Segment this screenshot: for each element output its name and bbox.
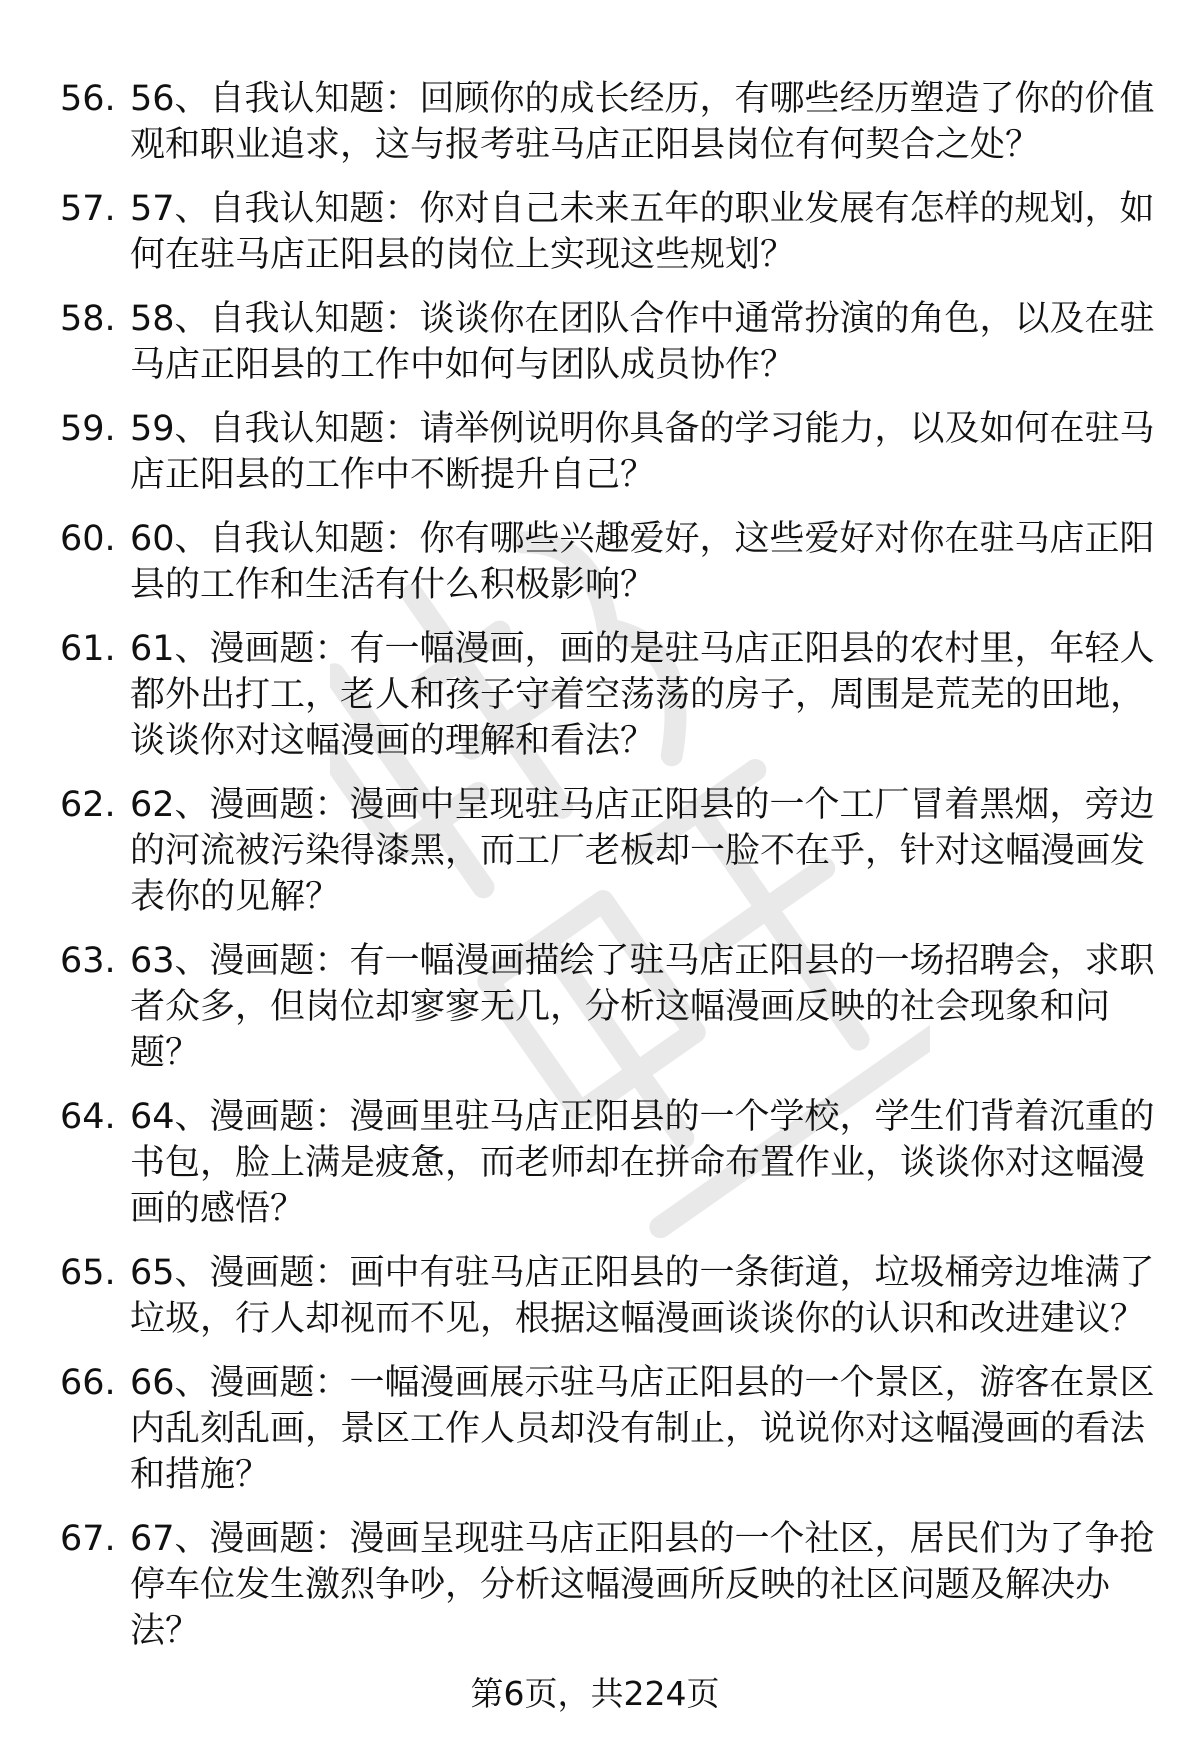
- question-item: [60, 76, 1160, 168]
- question-item: [60, 782, 1160, 920]
- page-number-footer: 第6页，共224页: [470, 1674, 720, 1713]
- question-number: 64.: [60, 1097, 116, 1137]
- question-text: 58、自我认知题：谈谈你在团队合作中通常扮演的角色，以及在驻马店正阳县的工作中如何与团队成员协作？: [130, 299, 1155, 385]
- question-number: 61.: [60, 629, 116, 669]
- question-item: [60, 626, 1160, 764]
- question-number: 62.: [60, 785, 116, 825]
- question-text: 59、自我认知题：请举例说明你具备的学习能力，以及如何在驻马店正阳县的工作中不断提升自己？: [130, 409, 1155, 495]
- question-number: 67.: [60, 1519, 116, 1559]
- question-number: 63.: [60, 941, 116, 981]
- question-item: [60, 406, 1160, 498]
- question-number: 56.: [60, 79, 116, 119]
- question-text: 57、自我认知题：你对自己未来五年的职业发展有怎样的规划，如何在驻马店正阳县的岗位上实现这些规划？: [130, 189, 1155, 275]
- question-item: [60, 296, 1160, 388]
- question-number: 60.: [60, 519, 116, 559]
- question-item: [60, 186, 1160, 278]
- question-number: 66.: [60, 1363, 116, 1403]
- question-number: 57.: [60, 189, 116, 229]
- question-text: 67、漫画题：漫画呈现驻马店正阳县的一个社区，居民们为了争抢停车位发生激烈争吵，分析这幅漫画所反映的社区问题及解决办法？: [130, 1519, 1155, 1651]
- question-text: 56、自我认知题：回顾你的成长经历，有哪些经历塑造了你的价值观和职业追求，这与报考驻马店正阳县岗位有何契合之处？: [130, 79, 1155, 165]
- question-text: 62、漫画题：漫画中呈现驻马店正阳县的一个工厂冒着黑烟，旁边的河流被污染得漆黑，而工厂老板却一脸不在乎，针对这幅漫画发表你的见解？: [130, 785, 1155, 917]
- question-item: [60, 1094, 1160, 1232]
- question-list: [60, 76, 1160, 1672]
- question-item: [60, 1516, 1160, 1654]
- question-text: 65、漫画题：画中有驻马店正阳县的一条街道，垃圾桶旁边堆满了垃圾，行人却视而不见，根据这幅漫画谈谈你的认识和改进建议？: [130, 1253, 1155, 1339]
- question-text: 63、漫画题：有一幅漫画描绘了驻马店正阳县的一场招聘会，求职者众多，但岗位却寥寥无几，分析这幅漫画反映的社会现象和问题？: [130, 941, 1155, 1073]
- question-item: [60, 1360, 1160, 1498]
- question-item: [60, 938, 1160, 1076]
- question-number: 58.: [60, 299, 116, 339]
- question-text: 60、自我认知题：你有哪些兴趣爱好，这些爱好对你在驻马店正阳县的工作和生活有什么积极影响？: [130, 519, 1155, 605]
- question-item: [60, 1250, 1160, 1342]
- question-text: 61、漫画题：有一幅漫画，画的是驻马店正阳县的农村里，年轻人都外出打工，老人和孩子守着空荡荡的房子，周围是荒芜的田地，谈谈你对这幅漫画的理解和看法？: [130, 629, 1155, 761]
- question-text: 66、漫画题：一幅漫画展示驻马店正阳县的一个景区，游客在景区内乱刻乱画，景区工作人员却没有制止，说说你对这幅漫画的看法和措施？: [130, 1363, 1155, 1495]
- question-text: 64、漫画题：漫画里驻马店正阳县的一个学校，学生们背着沉重的书包，脸上满是疲惫，而老师却在拼命布置作业，谈谈你对这幅漫画的感悟？: [130, 1097, 1155, 1229]
- question-number: 59.: [60, 409, 116, 449]
- question-item: [60, 516, 1160, 608]
- question-number: 65.: [60, 1253, 116, 1293]
